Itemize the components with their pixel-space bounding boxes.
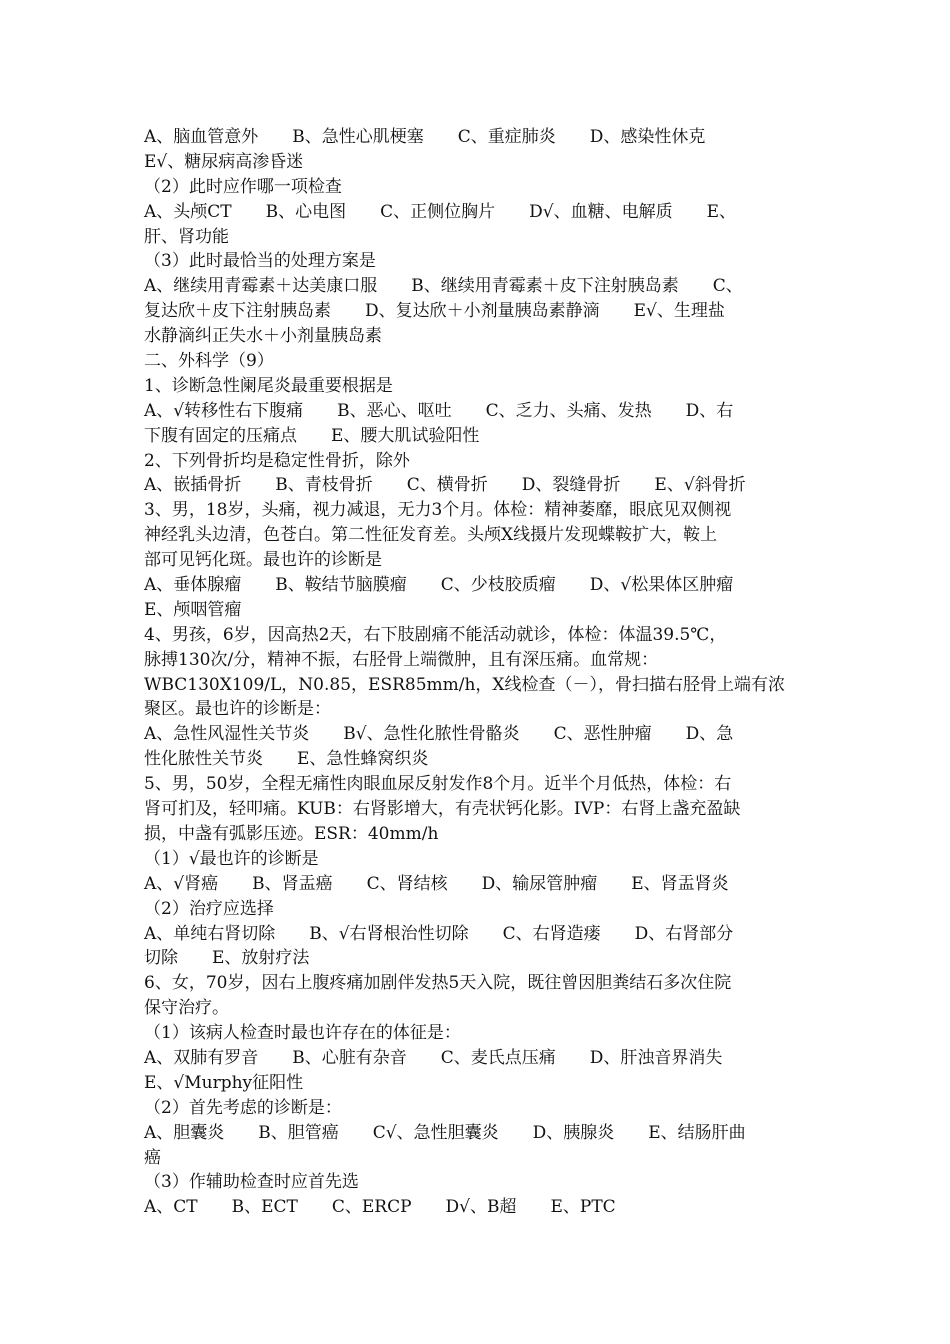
text-line: （1）该病人检查时最也许存在的体征是： [144,1023,461,1044]
text-line: WBC130X109/L，N0.85，ESR85mm/h，X线检查（－），骨扫描右胫骨上端有浓 [144,674,786,695]
text-line: 水静滴纠正失水＋小剂量胰岛素 [144,326,382,347]
text-line: 切除 E、放射疗法 [144,948,310,969]
text-line: 保守治疗。 [144,998,229,1019]
text-line: A、嵌插骨折 B、青枝骨折 C、横骨折 D、裂缝骨折 E、√斜骨折 [144,475,746,496]
text-line: A、√肾癌 B、肾盂癌 C、肾结核 D、输尿管肿瘤 E、肾盂肾炎 [144,873,729,894]
question-text: 1、诊断急性阑尾炎最重要根据是 [144,375,393,396]
text-line: A、头颅CT B、心电图 C、正侧位胸片 D√、血糖、电解质 E、 [144,201,736,222]
text-line: E√、糖尿病高渗昏迷 [144,151,304,172]
text-line: A、脑血管意外 B、急性心肌梗塞 C、重症肺炎 D、感染性休克 [144,127,706,147]
question-text: 3、男，18岁，头痛，视力减退，无力3个月。体检：精神萎靡，眼底见双侧视 [144,500,732,521]
question-text: 4、男孩，6岁，因高热2天，右下肢剧痛不能活动就诊，体检：体温39.5℃， [144,624,727,645]
text-line: E、颅咽管瘤 [144,599,242,620]
text-line: （2）治疗应选择 [144,898,274,919]
question-text: 2、下列骨折均是稳定性骨折，除外 [144,450,410,471]
text-line: （3）此时最恰当的处理方案是 [144,251,376,272]
text-line: A、垂体腺瘤 B、鞍结节脑膜瘤 C、少枝胶质瘤 D、√松果体区肿瘤 [144,575,734,596]
text-line: （3）作辅助检查时应首先选 [144,1172,359,1193]
text-line: A、CT B、ECT C、ERCP D√、B超 E、PTC [144,1197,616,1218]
text-line: （2）首先考虑的诊断是： [144,1097,342,1118]
section-heading: 二、外科学（9） [144,351,274,372]
text-line: A、继续用青霉素＋达美康口服 B、继续用青霉素＋皮下注射胰岛素 C、 [144,276,743,297]
text-line: 肾可扪及，轻叩痛。KUB：右肾影增大，有壳状钙化影。IVP：右肾上盏充盈缺 [144,799,741,820]
text-line: 脉搏130次/分，精神不振，右胫骨上端微肿，且有深压痛。血常规： [144,649,659,670]
text-line: 聚区。最也许的诊断是： [144,699,331,720]
text-line: 肝、肾功能 [144,226,229,247]
text-line: （2）此时应作哪一项检查 [144,176,342,197]
text-line: 癌 [144,1147,161,1168]
text-line: A、胆囊炎 B、胆管癌 C√、急性胆囊炎 D、胰腺炎 E、结肠肝曲 [144,1122,746,1143]
text-line: （1）√最也许的诊断是 [144,848,319,869]
text-line: 部可见钙化斑。最也许的诊断是 [144,550,382,571]
text-line: 下腹有固定的压痛点 E、腰大肌试验阳性 [144,425,480,446]
text-line: 性化脓性关节炎 E、急性蜂窝织炎 [144,749,429,770]
text-line: E、√Murphy征阳性 [144,1072,304,1093]
text-line: A、单纯右肾切除 B、√右肾根治性切除 C、右肾造瘘 D、右肾部分 [144,923,734,944]
question-text: 5、男，50岁，全程无痛性肉眼血尿反射发作8个月。近半个月低热，体检：右 [144,774,732,795]
text-line: A、急性风湿性关节炎 B√、急性化脓性骨骼炎 C、恶性肿瘤 D、急 [144,724,734,745]
text-line: A、双肺有罗音 B、心脏有杂音 C、麦氏点压痛 D、肝浊音界消失 [144,1047,723,1068]
text-line: A、√转移性右下腹痛 B、恶心、呕吐 C、乏力、头痛、发热 D、右 [144,400,734,421]
text-line: 损，中盏有弧影压迹。ESR：40mm/h [144,823,439,844]
text-line: 复达欣＋皮下注射胰岛素 D、复达欣＋小剂量胰岛素静滴 E√、生理盐 [144,301,725,322]
text-line: 神经乳头边清，色苍白。第二性征发育差。头颅X线摄片发现蝶鞍扩大，鞍上 [144,525,718,546]
document-body [144,125,808,1220]
question-text: 6、女，70岁，因右上腹疼痛加剧伴发热5天入院，既往曾因胆粪结石多次住院 [144,973,732,994]
